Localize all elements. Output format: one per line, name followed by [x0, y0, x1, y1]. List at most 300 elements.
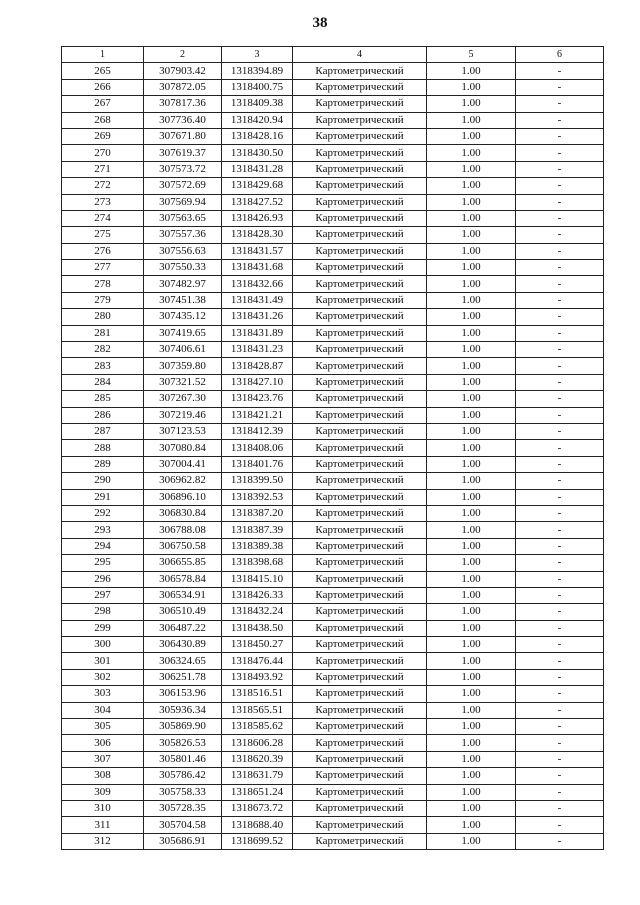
y-coordinate-cell: 1318392.53: [222, 489, 293, 505]
x-coordinate-cell: 305686.91: [144, 833, 222, 849]
point-number-cell: 288: [62, 440, 144, 456]
point-number-cell: 295: [62, 555, 144, 571]
method-cell: Картометрический: [293, 751, 427, 767]
method-cell: Картометрический: [293, 243, 427, 259]
accuracy-cell: 1.00: [427, 538, 516, 554]
point-number-cell: 305: [62, 719, 144, 735]
x-coordinate-cell: 307004.41: [144, 456, 222, 472]
note-cell: -: [516, 407, 604, 423]
x-coordinate-cell: 305728.35: [144, 800, 222, 816]
point-number-cell: 266: [62, 79, 144, 95]
note-cell: -: [516, 719, 604, 735]
y-coordinate-cell: 1318493.92: [222, 669, 293, 685]
x-coordinate-cell: 307573.72: [144, 161, 222, 177]
y-coordinate-cell: 1318415.10: [222, 571, 293, 587]
point-number-cell: 299: [62, 620, 144, 636]
x-coordinate-cell: 306655.85: [144, 555, 222, 571]
table-row: [62, 702, 604, 718]
table-header-row: [62, 47, 604, 63]
point-number-cell: 310: [62, 800, 144, 816]
x-coordinate-cell: 307267.30: [144, 391, 222, 407]
accuracy-cell: 1.00: [427, 325, 516, 341]
y-coordinate-cell: 1318394.89: [222, 63, 293, 79]
x-coordinate-cell: 307557.36: [144, 227, 222, 243]
y-coordinate-cell: 1318420.94: [222, 112, 293, 128]
table-row: [62, 735, 604, 751]
column-header-6: 6: [516, 47, 604, 63]
y-coordinate-cell: 1318438.50: [222, 620, 293, 636]
table-row: [62, 555, 604, 571]
table-row: [62, 440, 604, 456]
point-number-cell: 291: [62, 489, 144, 505]
table-row: [62, 227, 604, 243]
y-coordinate-cell: 1318431.49: [222, 292, 293, 308]
table-row: [62, 178, 604, 194]
table-row: [62, 604, 604, 620]
y-coordinate-cell: 1318431.28: [222, 161, 293, 177]
y-coordinate-cell: 1318400.75: [222, 79, 293, 95]
note-cell: -: [516, 79, 604, 95]
note-cell: -: [516, 243, 604, 259]
accuracy-cell: 1.00: [427, 227, 516, 243]
point-number-cell: 268: [62, 112, 144, 128]
table-row: [62, 210, 604, 226]
method-cell: Картометрический: [293, 145, 427, 161]
accuracy-cell: 1.00: [427, 276, 516, 292]
accuracy-cell: 1.00: [427, 653, 516, 669]
method-cell: Картометрический: [293, 538, 427, 554]
method-cell: Картометрический: [293, 178, 427, 194]
note-cell: -: [516, 686, 604, 702]
x-coordinate-cell: 307572.69: [144, 178, 222, 194]
method-cell: Картометрический: [293, 210, 427, 226]
y-coordinate-cell: 1318476.44: [222, 653, 293, 669]
coordinates-table: [61, 46, 604, 850]
method-cell: Картометрический: [293, 309, 427, 325]
y-coordinate-cell: 1318432.24: [222, 604, 293, 620]
method-cell: Картометрический: [293, 800, 427, 816]
x-coordinate-cell: 306962.82: [144, 473, 222, 489]
y-coordinate-cell: 1318408.06: [222, 440, 293, 456]
y-coordinate-cell: 1318432.66: [222, 276, 293, 292]
accuracy-cell: 1.00: [427, 210, 516, 226]
point-number-cell: 279: [62, 292, 144, 308]
y-coordinate-cell: 1318606.28: [222, 735, 293, 751]
x-coordinate-cell: 306830.84: [144, 505, 222, 521]
y-coordinate-cell: 1318431.23: [222, 342, 293, 358]
accuracy-cell: 1.00: [427, 719, 516, 735]
note-cell: -: [516, 620, 604, 636]
accuracy-cell: 1.00: [427, 489, 516, 505]
point-number-cell: 269: [62, 128, 144, 144]
table-row: [62, 768, 604, 784]
x-coordinate-cell: 307569.94: [144, 194, 222, 210]
note-cell: -: [516, 227, 604, 243]
note-cell: -: [516, 735, 604, 751]
column-header-2: 2: [144, 47, 222, 63]
x-coordinate-cell: 307736.40: [144, 112, 222, 128]
note-cell: -: [516, 833, 604, 849]
y-coordinate-cell: 1318401.76: [222, 456, 293, 472]
method-cell: Картометрический: [293, 784, 427, 800]
accuracy-cell: 1.00: [427, 833, 516, 849]
accuracy-cell: 1.00: [427, 161, 516, 177]
table-row: [62, 751, 604, 767]
table-row: [62, 489, 604, 505]
y-coordinate-cell: 1318431.68: [222, 260, 293, 276]
note-cell: -: [516, 768, 604, 784]
note-cell: -: [516, 555, 604, 571]
point-number-cell: 274: [62, 210, 144, 226]
table-row: [62, 653, 604, 669]
note-cell: -: [516, 538, 604, 554]
method-cell: Картометрический: [293, 227, 427, 243]
accuracy-cell: 1.00: [427, 374, 516, 390]
point-number-cell: 297: [62, 587, 144, 603]
note-cell: -: [516, 440, 604, 456]
point-number-cell: 265: [62, 63, 144, 79]
note-cell: -: [516, 669, 604, 685]
note-cell: -: [516, 702, 604, 718]
y-coordinate-cell: 1318450.27: [222, 637, 293, 653]
accuracy-cell: 1.00: [427, 145, 516, 161]
x-coordinate-cell: 307406.61: [144, 342, 222, 358]
accuracy-cell: 1.00: [427, 112, 516, 128]
table-row: [62, 833, 604, 849]
x-coordinate-cell: 307550.33: [144, 260, 222, 276]
x-coordinate-cell: 306487.22: [144, 620, 222, 636]
note-cell: -: [516, 456, 604, 472]
note-cell: -: [516, 210, 604, 226]
point-number-cell: 302: [62, 669, 144, 685]
table-row: [62, 620, 604, 636]
method-cell: Картометрический: [293, 637, 427, 653]
table-row: [62, 161, 604, 177]
x-coordinate-cell: 305801.46: [144, 751, 222, 767]
point-number-cell: 277: [62, 260, 144, 276]
method-cell: Картометрический: [293, 407, 427, 423]
point-number-cell: 312: [62, 833, 144, 849]
note-cell: -: [516, 276, 604, 292]
note-cell: -: [516, 817, 604, 833]
point-number-cell: 284: [62, 374, 144, 390]
note-cell: -: [516, 260, 604, 276]
note-cell: -: [516, 63, 604, 79]
column-header-4: 4: [293, 47, 427, 63]
x-coordinate-cell: 306534.91: [144, 587, 222, 603]
table-row: [62, 260, 604, 276]
y-coordinate-cell: 1318421.21: [222, 407, 293, 423]
note-cell: -: [516, 309, 604, 325]
table-row: [62, 669, 604, 685]
note-cell: -: [516, 391, 604, 407]
note-cell: -: [516, 292, 604, 308]
table-row: [62, 145, 604, 161]
accuracy-cell: 1.00: [427, 620, 516, 636]
note-cell: -: [516, 112, 604, 128]
note-cell: -: [516, 604, 604, 620]
method-cell: Картометрический: [293, 423, 427, 439]
y-coordinate-cell: 1318585.62: [222, 719, 293, 735]
accuracy-cell: 1.00: [427, 440, 516, 456]
table-row: [62, 374, 604, 390]
accuracy-cell: 1.00: [427, 292, 516, 308]
point-number-cell: 311: [62, 817, 144, 833]
point-number-cell: 303: [62, 686, 144, 702]
table-row: [62, 309, 604, 325]
method-cell: Картометрический: [293, 96, 427, 112]
accuracy-cell: 1.00: [427, 702, 516, 718]
table-row: [62, 719, 604, 735]
table-row: [62, 391, 604, 407]
x-coordinate-cell: 307359.80: [144, 358, 222, 374]
column-header-5: 5: [427, 47, 516, 63]
accuracy-cell: 1.00: [427, 260, 516, 276]
point-number-cell: 306: [62, 735, 144, 751]
point-number-cell: 283: [62, 358, 144, 374]
note-cell: -: [516, 342, 604, 358]
method-cell: Картометрический: [293, 653, 427, 669]
x-coordinate-cell: 305758.33: [144, 784, 222, 800]
method-cell: Картометрический: [293, 63, 427, 79]
x-coordinate-cell: 305869.90: [144, 719, 222, 735]
accuracy-cell: 1.00: [427, 407, 516, 423]
accuracy-cell: 1.00: [427, 505, 516, 521]
table-row: [62, 112, 604, 128]
point-number-cell: 293: [62, 522, 144, 538]
note-cell: -: [516, 587, 604, 603]
table-row: [62, 79, 604, 95]
point-number-cell: 282: [62, 342, 144, 358]
method-cell: Картометрический: [293, 768, 427, 784]
accuracy-cell: 1.00: [427, 194, 516, 210]
x-coordinate-cell: 306788.08: [144, 522, 222, 538]
method-cell: Картометрический: [293, 571, 427, 587]
point-number-cell: 292: [62, 505, 144, 521]
x-coordinate-cell: 307482.97: [144, 276, 222, 292]
accuracy-cell: 1.00: [427, 571, 516, 587]
method-cell: Картометрический: [293, 260, 427, 276]
x-coordinate-cell: 307080.84: [144, 440, 222, 456]
y-coordinate-cell: 1318516.51: [222, 686, 293, 702]
y-coordinate-cell: 1318387.20: [222, 505, 293, 521]
x-coordinate-cell: 305786.42: [144, 768, 222, 784]
note-cell: -: [516, 505, 604, 521]
method-cell: Картометрический: [293, 358, 427, 374]
point-number-cell: 307: [62, 751, 144, 767]
method-cell: Картометрический: [293, 505, 427, 521]
point-number-cell: 308: [62, 768, 144, 784]
point-number-cell: 289: [62, 456, 144, 472]
note-cell: -: [516, 522, 604, 538]
accuracy-cell: 1.00: [427, 358, 516, 374]
table-row: [62, 276, 604, 292]
note-cell: -: [516, 96, 604, 112]
y-coordinate-cell: 1318389.38: [222, 538, 293, 554]
note-cell: -: [516, 800, 604, 816]
y-coordinate-cell: 1318426.93: [222, 210, 293, 226]
table-row: [62, 456, 604, 472]
y-coordinate-cell: 1318430.50: [222, 145, 293, 161]
point-number-cell: 272: [62, 178, 144, 194]
table-row: [62, 96, 604, 112]
y-coordinate-cell: 1318412.39: [222, 423, 293, 439]
accuracy-cell: 1.00: [427, 784, 516, 800]
note-cell: -: [516, 145, 604, 161]
method-cell: Картометрический: [293, 391, 427, 407]
point-number-cell: 276: [62, 243, 144, 259]
accuracy-cell: 1.00: [427, 63, 516, 79]
table-row: [62, 243, 604, 259]
table-row: [62, 325, 604, 341]
x-coordinate-cell: 305936.34: [144, 702, 222, 718]
point-number-cell: 296: [62, 571, 144, 587]
y-coordinate-cell: 1318431.57: [222, 243, 293, 259]
accuracy-cell: 1.00: [427, 243, 516, 259]
point-number-cell: 270: [62, 145, 144, 161]
accuracy-cell: 1.00: [427, 342, 516, 358]
y-coordinate-cell: 1318427.52: [222, 194, 293, 210]
table-row: [62, 505, 604, 521]
y-coordinate-cell: 1318631.79: [222, 768, 293, 784]
table-row: [62, 292, 604, 308]
table-row: [62, 522, 604, 538]
table-row: [62, 407, 604, 423]
note-cell: -: [516, 178, 604, 194]
point-number-cell: 294: [62, 538, 144, 554]
x-coordinate-cell: 305704.58: [144, 817, 222, 833]
table-row: [62, 637, 604, 653]
accuracy-cell: 1.00: [427, 522, 516, 538]
x-coordinate-cell: 307903.42: [144, 63, 222, 79]
table-row: [62, 194, 604, 210]
note-cell: -: [516, 423, 604, 439]
y-coordinate-cell: 1318409.38: [222, 96, 293, 112]
note-cell: -: [516, 473, 604, 489]
accuracy-cell: 1.00: [427, 751, 516, 767]
method-cell: Картометрический: [293, 79, 427, 95]
table-row: [62, 63, 604, 79]
note-cell: -: [516, 751, 604, 767]
point-number-cell: 280: [62, 309, 144, 325]
table-body: [62, 63, 604, 850]
x-coordinate-cell: 307556.63: [144, 243, 222, 259]
x-coordinate-cell: 307563.65: [144, 210, 222, 226]
table-row: [62, 571, 604, 587]
accuracy-cell: 1.00: [427, 473, 516, 489]
point-number-cell: 278: [62, 276, 144, 292]
method-cell: Картометрический: [293, 702, 427, 718]
y-coordinate-cell: 1318428.16: [222, 128, 293, 144]
table-row: [62, 686, 604, 702]
y-coordinate-cell: 1318423.76: [222, 391, 293, 407]
note-cell: -: [516, 194, 604, 210]
method-cell: Картометрический: [293, 489, 427, 505]
accuracy-cell: 1.00: [427, 128, 516, 144]
table-row: [62, 423, 604, 439]
point-number-cell: 298: [62, 604, 144, 620]
y-coordinate-cell: 1318688.40: [222, 817, 293, 833]
method-cell: Картометрический: [293, 128, 427, 144]
method-cell: Картометрический: [293, 374, 427, 390]
method-cell: Картометрический: [293, 112, 427, 128]
y-coordinate-cell: 1318699.52: [222, 833, 293, 849]
y-coordinate-cell: 1318426.33: [222, 587, 293, 603]
y-coordinate-cell: 1318399.50: [222, 473, 293, 489]
method-cell: Картометрический: [293, 473, 427, 489]
x-coordinate-cell: 307872.05: [144, 79, 222, 95]
point-number-cell: 275: [62, 227, 144, 243]
x-coordinate-cell: 307671.80: [144, 128, 222, 144]
table-row: [62, 587, 604, 603]
table-row: [62, 784, 604, 800]
table-row: [62, 538, 604, 554]
y-coordinate-cell: 1318398.68: [222, 555, 293, 571]
point-number-cell: 285: [62, 391, 144, 407]
method-cell: Картометрический: [293, 440, 427, 456]
x-coordinate-cell: 307321.52: [144, 374, 222, 390]
accuracy-cell: 1.00: [427, 423, 516, 439]
table-row: [62, 473, 604, 489]
table-row: [62, 342, 604, 358]
note-cell: -: [516, 653, 604, 669]
y-coordinate-cell: 1318429.68: [222, 178, 293, 194]
accuracy-cell: 1.00: [427, 555, 516, 571]
x-coordinate-cell: 306430.89: [144, 637, 222, 653]
column-header-3: 3: [222, 47, 293, 63]
point-number-cell: 304: [62, 702, 144, 718]
point-number-cell: 267: [62, 96, 144, 112]
accuracy-cell: 1.00: [427, 178, 516, 194]
x-coordinate-cell: 307219.46: [144, 407, 222, 423]
accuracy-cell: 1.00: [427, 79, 516, 95]
table-row: [62, 800, 604, 816]
method-cell: Картометрический: [293, 522, 427, 538]
y-coordinate-cell: 1318431.26: [222, 309, 293, 325]
point-number-cell: 287: [62, 423, 144, 439]
y-coordinate-cell: 1318620.39: [222, 751, 293, 767]
x-coordinate-cell: 307123.53: [144, 423, 222, 439]
accuracy-cell: 1.00: [427, 735, 516, 751]
note-cell: -: [516, 358, 604, 374]
y-coordinate-cell: 1318428.30: [222, 227, 293, 243]
accuracy-cell: 1.00: [427, 391, 516, 407]
x-coordinate-cell: 305826.53: [144, 735, 222, 751]
x-coordinate-cell: 306896.10: [144, 489, 222, 505]
point-number-cell: 286: [62, 407, 144, 423]
point-number-cell: 309: [62, 784, 144, 800]
method-cell: Картометрический: [293, 587, 427, 603]
x-coordinate-cell: 307619.37: [144, 145, 222, 161]
y-coordinate-cell: 1318565.51: [222, 702, 293, 718]
table-row: [62, 358, 604, 374]
x-coordinate-cell: 307817.36: [144, 96, 222, 112]
point-number-cell: 300: [62, 637, 144, 653]
y-coordinate-cell: 1318387.39: [222, 522, 293, 538]
method-cell: Картометрический: [293, 686, 427, 702]
accuracy-cell: 1.00: [427, 96, 516, 112]
method-cell: Картометрический: [293, 735, 427, 751]
y-coordinate-cell: 1318673.72: [222, 800, 293, 816]
method-cell: Картометрический: [293, 325, 427, 341]
note-cell: -: [516, 325, 604, 341]
accuracy-cell: 1.00: [427, 817, 516, 833]
note-cell: -: [516, 161, 604, 177]
note-cell: -: [516, 571, 604, 587]
method-cell: Картометрический: [293, 620, 427, 636]
table-row: [62, 128, 604, 144]
point-number-cell: 290: [62, 473, 144, 489]
